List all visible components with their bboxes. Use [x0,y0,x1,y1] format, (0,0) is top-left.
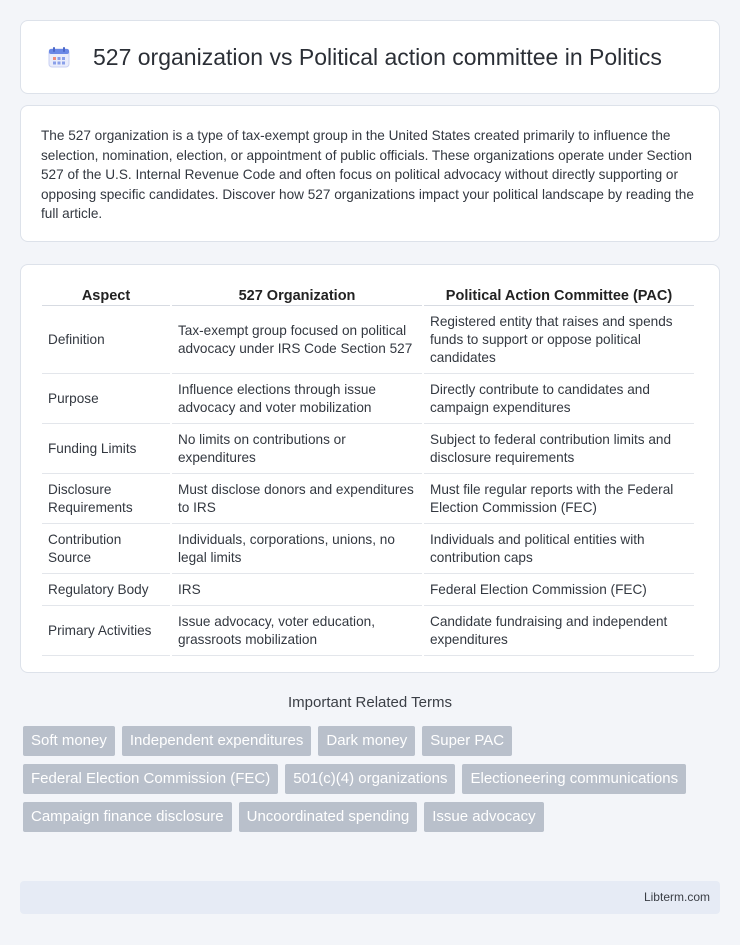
tag-independent-expenditures[interactable]: Independent expenditures [122,726,311,756]
aspect-cell: Contribution Source [42,524,170,574]
org527-cell: IRS [172,574,422,606]
pac-cell: Candidate fundraising and independent expenditures [424,606,694,656]
tag-soft-money[interactable]: Soft money [23,726,115,756]
table-header-row [42,285,694,306]
aspect-cell: Definition [42,306,170,374]
tag-501c4[interactable]: 501(c)(4) organizations [285,764,455,794]
header-aspect: Aspect [42,285,170,306]
aspect-cell: Funding Limits [42,424,170,474]
table-row [42,424,694,474]
aspect-cell: Regulatory Body [42,574,170,606]
org527-cell: Issue advocacy, voter education, grassroots mobilization [172,606,422,656]
page-title: 527 organization vs Political action committee in Politics [93,43,662,70]
tag-dark-money[interactable]: Dark money [318,726,415,756]
aspect-cell: Purpose [42,374,170,424]
table-row [42,306,694,374]
table-row [42,574,694,606]
table-row [42,374,694,424]
org527-cell: Must disclose donors and expenditures to IRS [172,474,422,524]
header-527: 527 Organization [172,285,422,306]
header-pac: Political Action Committee (PAC) [424,285,694,306]
aspect-cell: Disclosure Requirements [42,474,170,524]
pac-cell: Federal Election Commission (FEC) [424,574,694,606]
table-row [42,474,694,524]
footer [20,881,720,914]
table-row [42,524,694,574]
tag-fec[interactable]: Federal Election Commission (FEC) [23,764,278,794]
intro-card [20,105,720,242]
intro-text: The 527 organization is a type of tax-exempt group in the United States created primarily to influence the selection, nomination, election, or appointment of public officials. These organizations operate under Section 527 of the U.S. Internal Revenue Code and often focus on political advocacy without directly supporting or opposing specific candidates. Discover how 527 organizations impact your political landscape by reading the full article. [41,128,694,222]
pac-cell: Subject to federal contribution limits and disclosure requirements [424,424,694,474]
footer-site-link[interactable]: Libterm.com [643,890,710,904]
org527-cell: Individuals, corporations, unions, no legal limits [172,524,422,574]
org527-cell: Influence elections through issue advocacy and voter mobilization [172,374,422,424]
pac-cell: Must file regular reports with the Federal Election Commission (FEC) [424,474,694,524]
tag-super-pac[interactable]: Super PAC [422,726,512,756]
comparison-table-card [20,264,720,673]
related-terms-list [23,726,713,832]
tag-campaign-finance-disclosure[interactable]: Campaign finance disclosure [23,802,232,832]
tag-uncoordinated-spending[interactable]: Uncoordinated spending [239,802,418,832]
tag-issue-advocacy[interactable]: Issue advocacy [424,802,543,832]
org527-cell: Tax-exempt group focused on political advocacy under IRS Code Section 527 [172,306,422,374]
table-row [42,606,694,656]
pac-cell: Registered entity that raises and spends funds to support or oppose political candidates [424,306,694,374]
header-card [20,20,720,94]
aspect-cell: Primary Activities [42,606,170,656]
related-terms-title: Important Related Terms [288,694,452,711]
comparison-table [40,285,696,656]
pac-cell: Directly contribute to candidates and campaign expenditures [424,374,694,424]
pac-cell: Individuals and political entities with contribution caps [424,524,694,574]
tag-electioneering-communications[interactable]: Electioneering communications [462,764,686,794]
org527-cell: No limits on contributions or expenditures [172,424,422,474]
calendar-icon [47,45,71,69]
